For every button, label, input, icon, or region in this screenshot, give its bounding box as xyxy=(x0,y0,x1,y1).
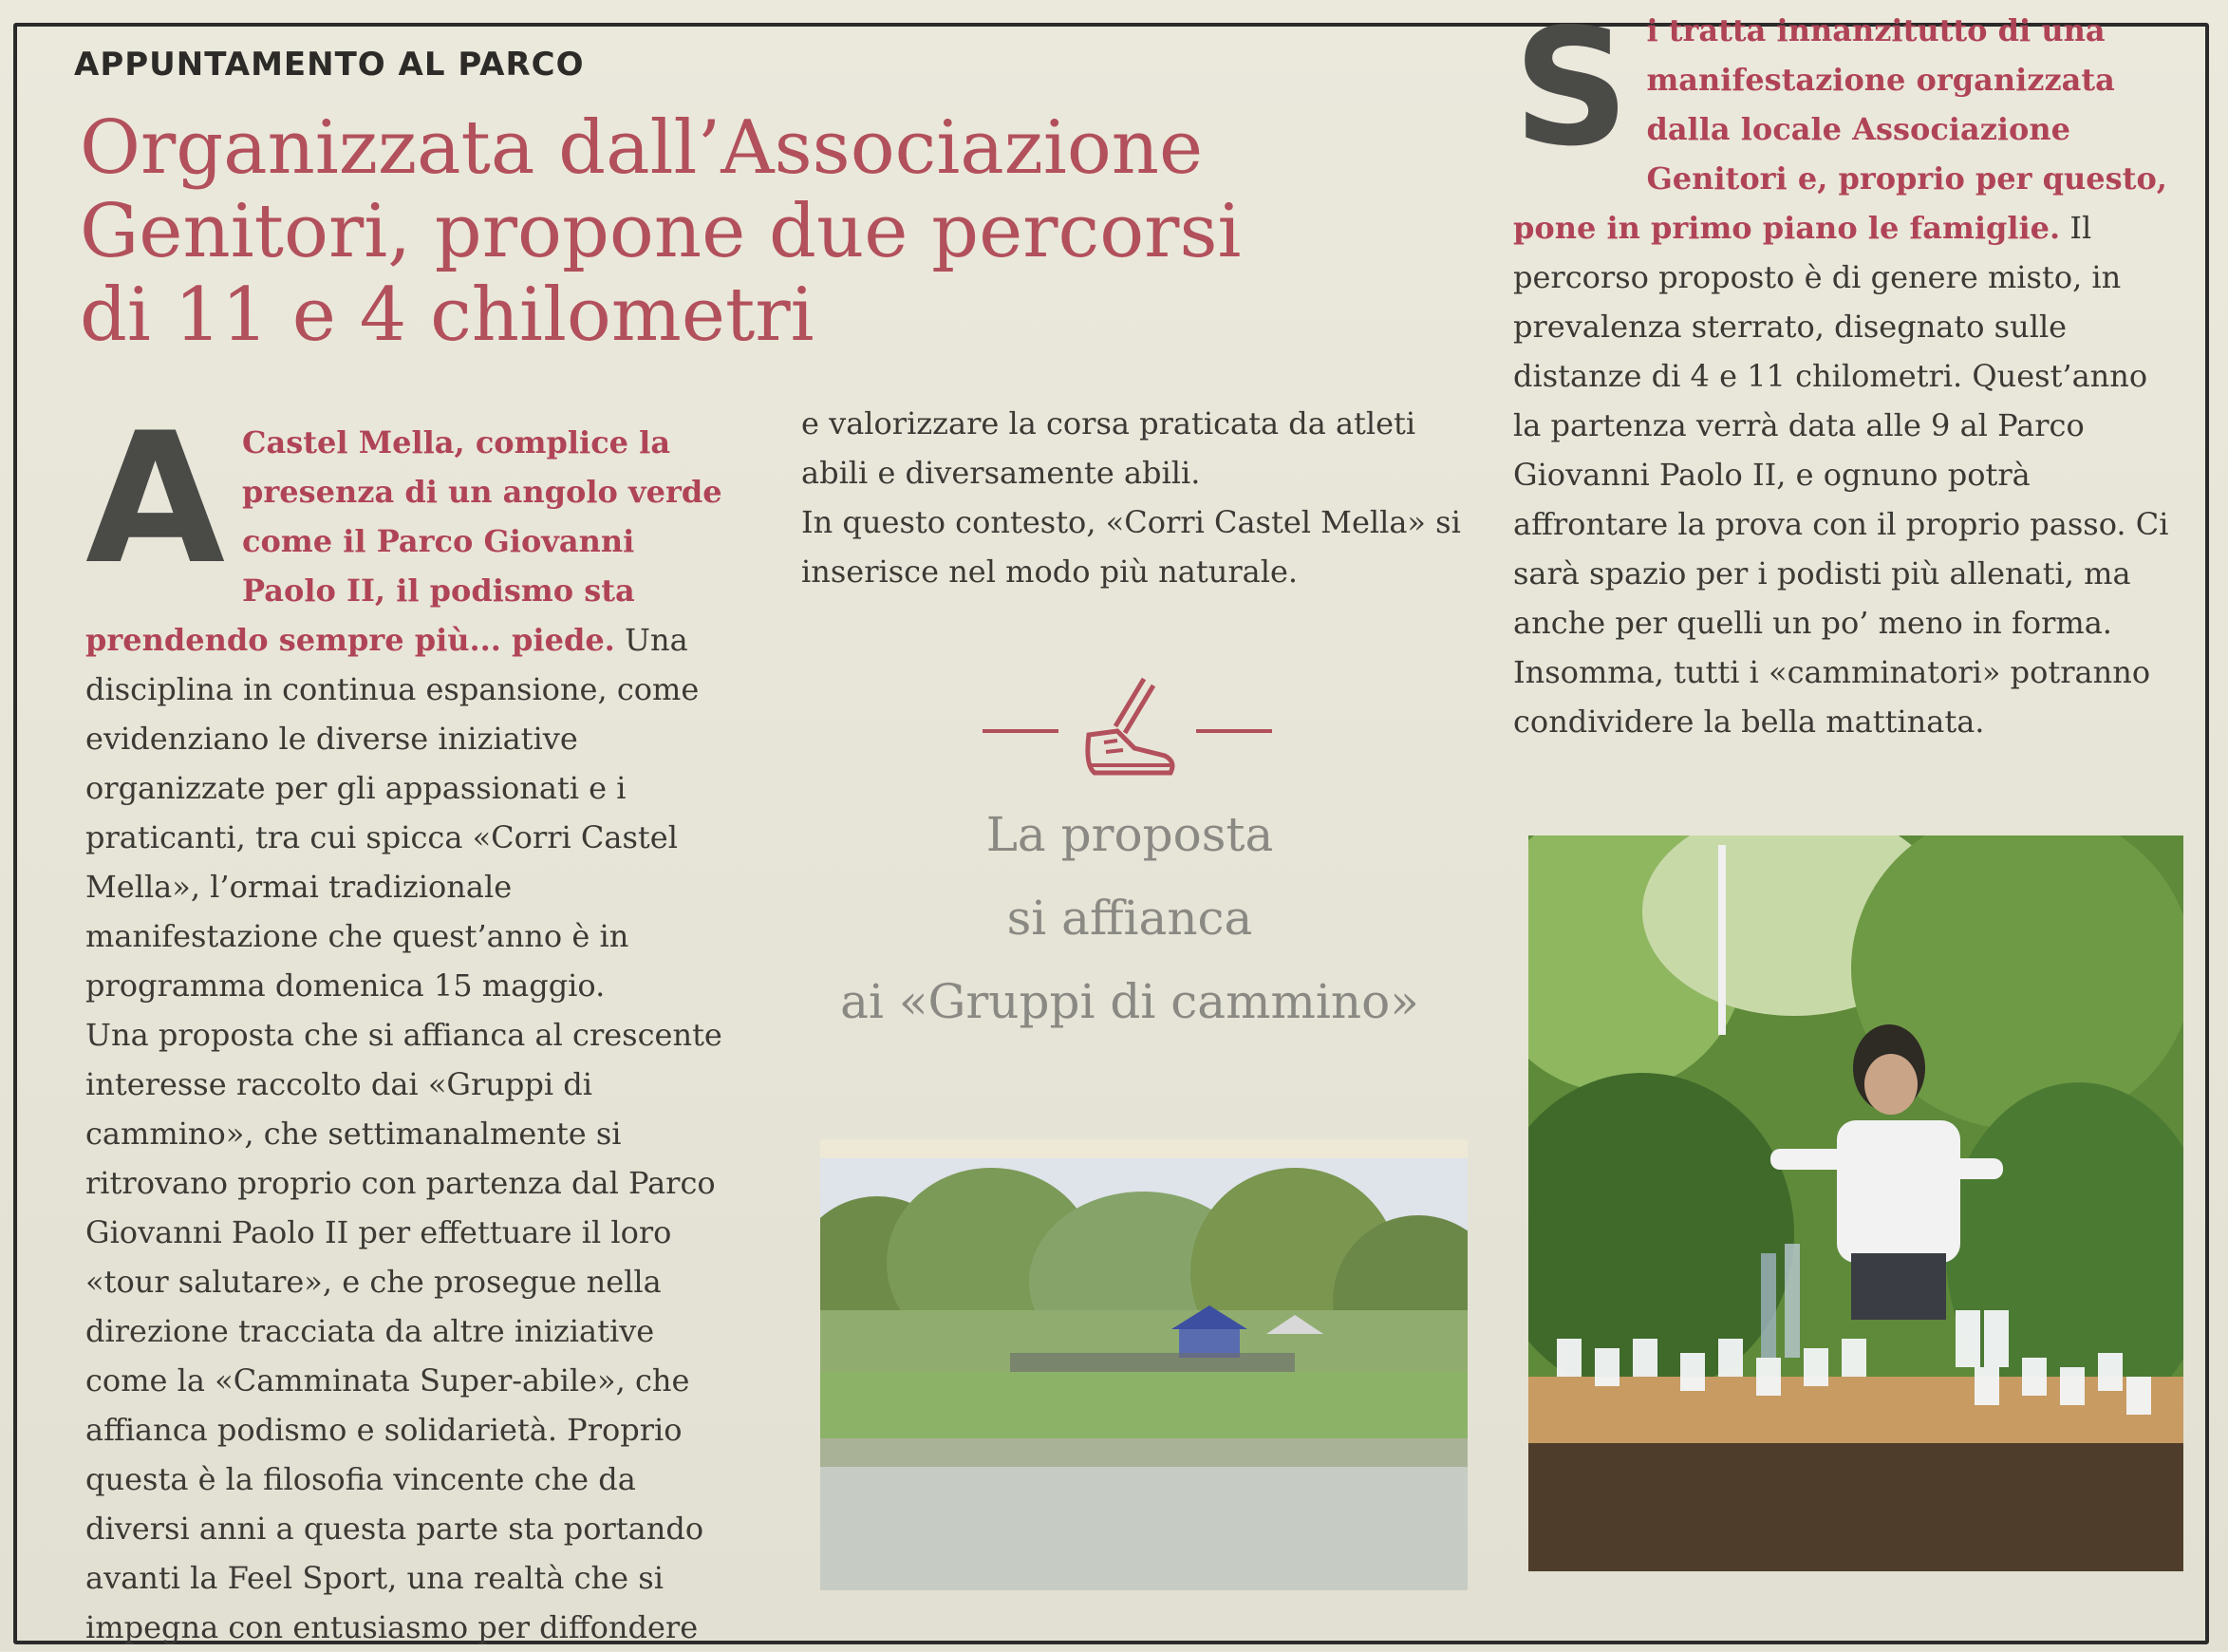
body-text: Il percorso proposto è di genere misto, in prevalenza sterrato, disegnato sulle distanze di 4 e 11 chilometri. Quest’anno la partenza verrà data alle 9 al Parco Giovanni Paolo II, e ognuno potrà affrontare la prova con il proprio passo. Ci sarà spazio per i podisti più allenati, ma anche per quelli un po’ meno in forma. Insomma, tutti i «camminatori» potranno condividere la bella mattinata. xyxy=(1513,210,2169,740)
headline-line: Genitori, propone due percorsi xyxy=(80,189,1242,274)
volunteer-photo xyxy=(1528,835,2183,1571)
column-left-paragraph xyxy=(85,394,731,1010)
body-paragraph: In questo contesto, «Corri Castel Mella» si inserisce nel modo più naturale. xyxy=(801,504,1461,590)
body-paragraph: Una proposta che si affianca al crescente interesse raccolto dai «Gruppi di cammino», che settimanalmente si ritrovano proprio con partenza dal Parco Giovanni Paolo II per effettuare il loro «tour salutare», e che prosegue nella direzione tracciata da altre iniziative come la «Camminata Super-abile», che affianca podismo e solidarietà. Proprio questa è la filosofia vincente che da diversi anni a questa parte sta portando avanti la Feel Sport, una realtà che si impegna con entusiasmo per diffondere xyxy=(85,1017,722,1645)
dropcap-s: S xyxy=(1513,0,1630,182)
column-left xyxy=(85,394,731,1652)
divider-line-right xyxy=(1196,729,1272,733)
headline-line: Organizzata dall’Associazione xyxy=(80,105,1204,191)
dropcap-a: A xyxy=(85,394,226,604)
column-right-paragraph xyxy=(1513,0,2178,746)
column-right xyxy=(1513,0,2178,746)
body-paragraph: e valorizzare la corsa praticata da atleti abili e diversamente abili. xyxy=(801,405,1416,491)
column-middle xyxy=(801,399,1466,596)
pullquote-divider xyxy=(983,674,1272,788)
article-headline xyxy=(80,106,1276,357)
lead-text: i tratta innanzitutto di una manifestazione organizzata dalla locale Associazione Genitori e, proprio per questo, pone in primo piano le famiglie. xyxy=(1513,12,2167,246)
pull-quote-line: ai «Gruppi di cammino» xyxy=(840,974,1419,1029)
running-shoe-icon xyxy=(1077,674,1182,788)
pull-quote xyxy=(816,793,1443,1043)
lead-text: Castel Mella, complice la presenza di un angolo verde come il Parco Giovanni Paolo II, il podismo sta prendendo sempre più... piede. xyxy=(85,424,722,658)
section-kicker: APPUNTAMENTO AL PARCO xyxy=(74,46,585,84)
park-photo xyxy=(820,1139,1468,1590)
pull-quote-line: La proposta xyxy=(985,807,1274,862)
pull-quote-line: si affianca xyxy=(1006,891,1253,946)
body-text: Una disciplina in continua espansione, come evidenziano le diverse iniziative organizzate per gli appassionati e i praticanti, tra cui spicca «Corri Castel Mella», l’ormai tradizionale manifestazione che quest’anno è in programma domenica 15 maggio. xyxy=(85,622,700,1004)
divider-line-left xyxy=(983,729,1058,733)
headline-line: di 11 e 4 chilometri xyxy=(80,272,814,358)
